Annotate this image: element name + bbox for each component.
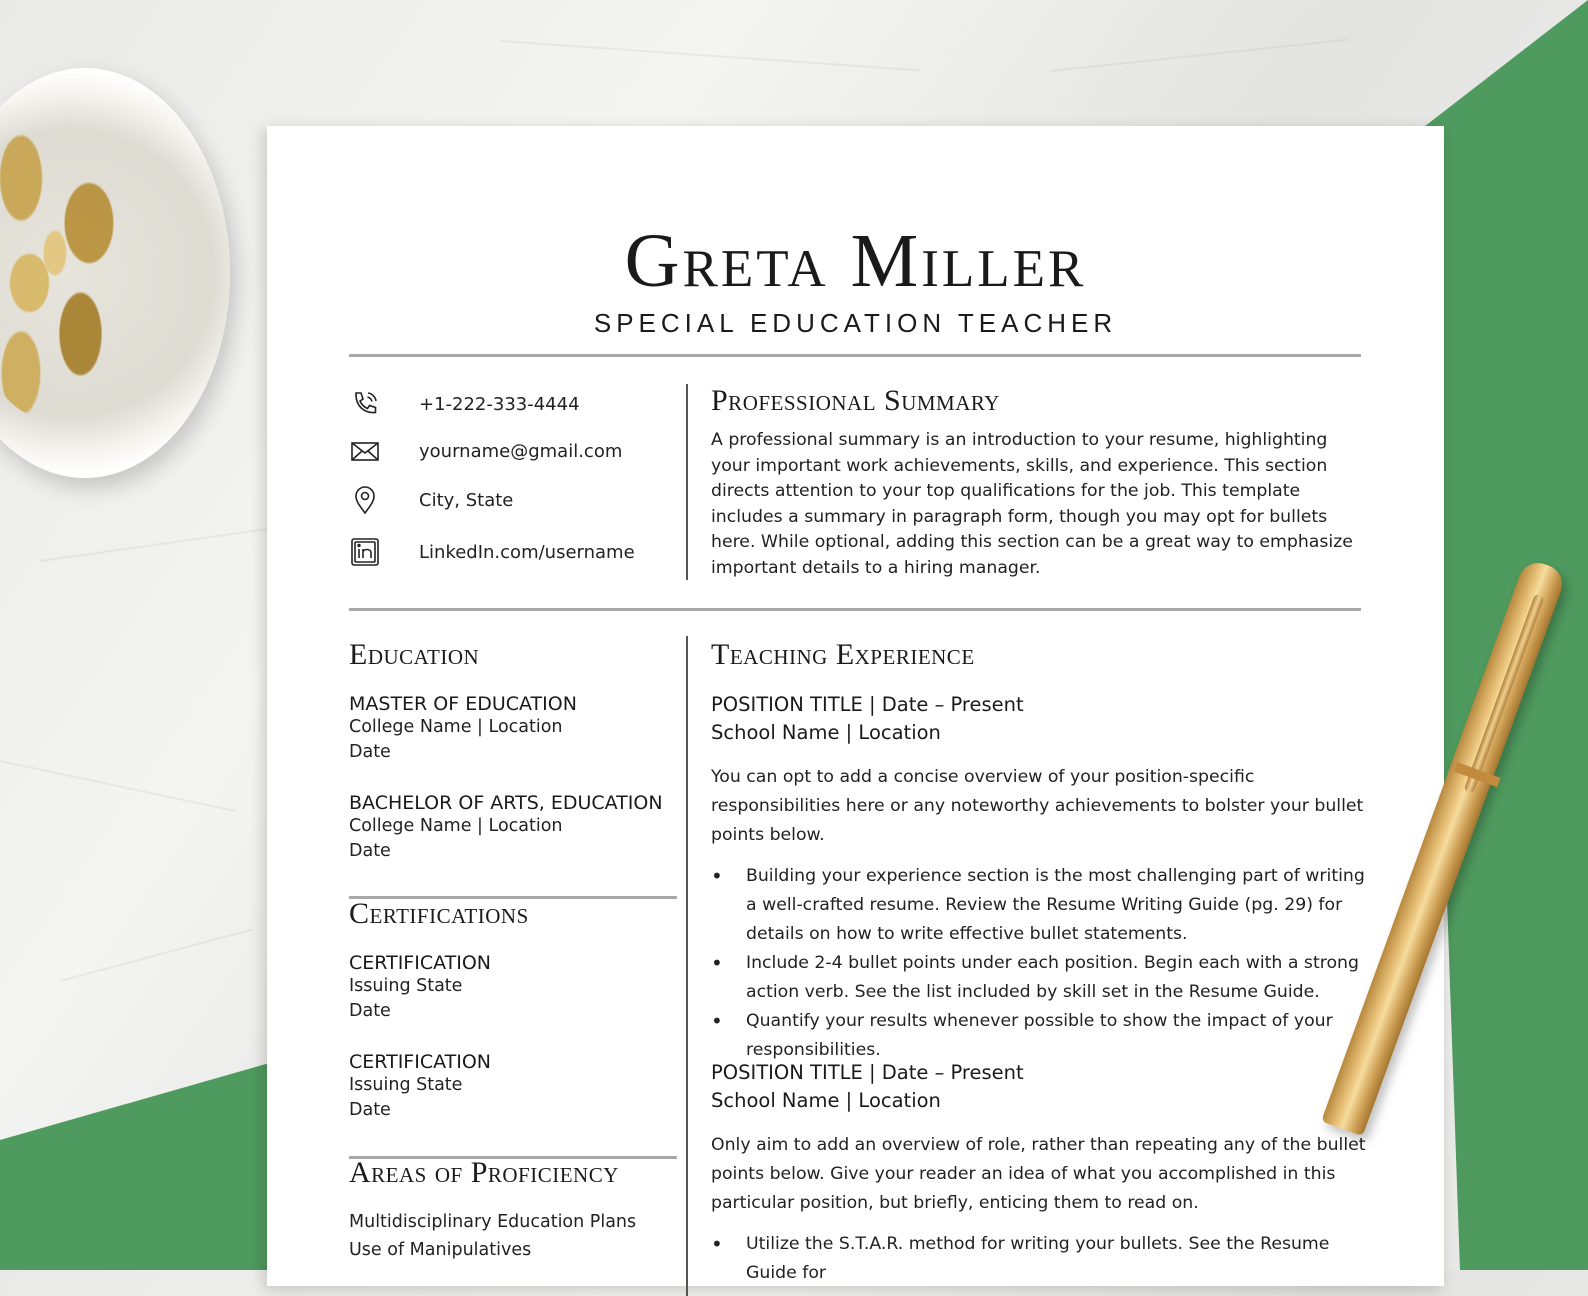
header-divider [349, 354, 1361, 357]
phone-number: +1-222-333-4444 [419, 393, 580, 415]
resume-page [267, 126, 1444, 1286]
bullet-item: • Building your experience section is the most challenging part of writing a well-crafted resume. Review the Resume Writing Guide (pg. 29) for details on how to write effective bullet statements. [711, 862, 1371, 949]
contact-column-divider [686, 384, 688, 580]
certifications-heading: Certifications [349, 897, 529, 930]
email-address: yourname@gmail.com [419, 440, 623, 462]
phone-icon [349, 388, 381, 420]
degree-date: Date [349, 742, 391, 762]
school-name: College Name | Location [349, 816, 563, 836]
certification-issuer: Issuing State [349, 1075, 463, 1095]
position-school: School Name | Location [711, 721, 941, 744]
position-title: POSITION TITLE | Date – Present [711, 693, 1024, 716]
experience-position [711, 1059, 1371, 1288]
position-bullets [711, 1230, 1371, 1288]
resume-job-title: SPECIAL EDUCATION TEACHER [593, 308, 1118, 338]
degree-title: MASTER OF EDUCATION [349, 693, 577, 715]
proficiency-item: Multidisciplinary Education Plans [349, 1212, 637, 1232]
linkedin-icon [349, 536, 381, 568]
resume-name: Greta Miller [624, 219, 1087, 303]
bullet-item: • Quantify your results whenever possible to show the impact of your responsibilities. [711, 1007, 1371, 1065]
bullet-item: • Include 2-4 bullet points under each position. Begin each with a strong action verb. See the list included by skill set in the Resume Guide. [711, 949, 1371, 1007]
location-pin-icon [349, 484, 381, 516]
summary-text: A professional summary is an introduction to your resume, highlighting your important work achievements, skills, and experience. This section directs attention to your top qualifications for the job. This template includes a summary in paragraph form, though you may opt for bullets here. While optional, adding this section can be a great way to emphasize important details to a hiring manager. [711, 430, 1353, 578]
proficiency-item: Use of Manipulatives [349, 1240, 532, 1260]
certification-date: Date [349, 1001, 391, 1021]
contact-linkedin [349, 536, 635, 568]
experience-position [711, 691, 1371, 1065]
position-school: School Name | Location [711, 1089, 941, 1112]
contact-phone [349, 388, 580, 420]
certification-name: CERTIFICATION [349, 1051, 491, 1073]
contact-location [349, 484, 514, 516]
bullet-item: • Utilize the S.T.A.R. method for writing your bullets. See the Resume Guide for [711, 1230, 1371, 1288]
education-item [349, 792, 663, 864]
certification-item [349, 1051, 491, 1123]
proficiency-list [349, 1208, 636, 1264]
education-item [349, 693, 577, 765]
summary-heading: Professional Summary [711, 384, 1000, 417]
gold-pen [1330, 555, 1331, 556]
experience-heading: Teaching Experience [711, 638, 975, 671]
proficiency-heading: Areas of Proficiency [349, 1156, 619, 1189]
position-overview: You can opt to add a concise overview of your position-specific responsibilities here or any noteworthy achievements to bolster your bullet points below. [711, 767, 1364, 845]
main-column-divider [686, 636, 688, 1296]
degree-date: Date [349, 841, 391, 861]
mail-icon [349, 435, 381, 467]
summary-divider [349, 608, 1361, 611]
certification-issuer: Issuing State [349, 976, 463, 996]
position-overview: Only aim to add an overview of role, rather than repeating any of the bullet points below. Give your reader an idea of what you accomplished in this particular position, but briefly, enticing them to read on. [711, 1135, 1366, 1213]
school-name: College Name | Location [349, 717, 563, 737]
certification-date: Date [349, 1100, 391, 1120]
certification-name: CERTIFICATION [349, 952, 491, 974]
position-title: POSITION TITLE | Date – Present [711, 1061, 1024, 1084]
contact-email [349, 435, 623, 467]
degree-title: BACHELOR OF ARTS, EDUCATION [349, 792, 663, 814]
education-heading: Education [349, 638, 480, 671]
certification-item [349, 952, 491, 1024]
city-state: City, State [419, 489, 514, 511]
linkedin-url: LinkedIn.com/username [419, 541, 635, 563]
position-bullets [711, 862, 1371, 1065]
